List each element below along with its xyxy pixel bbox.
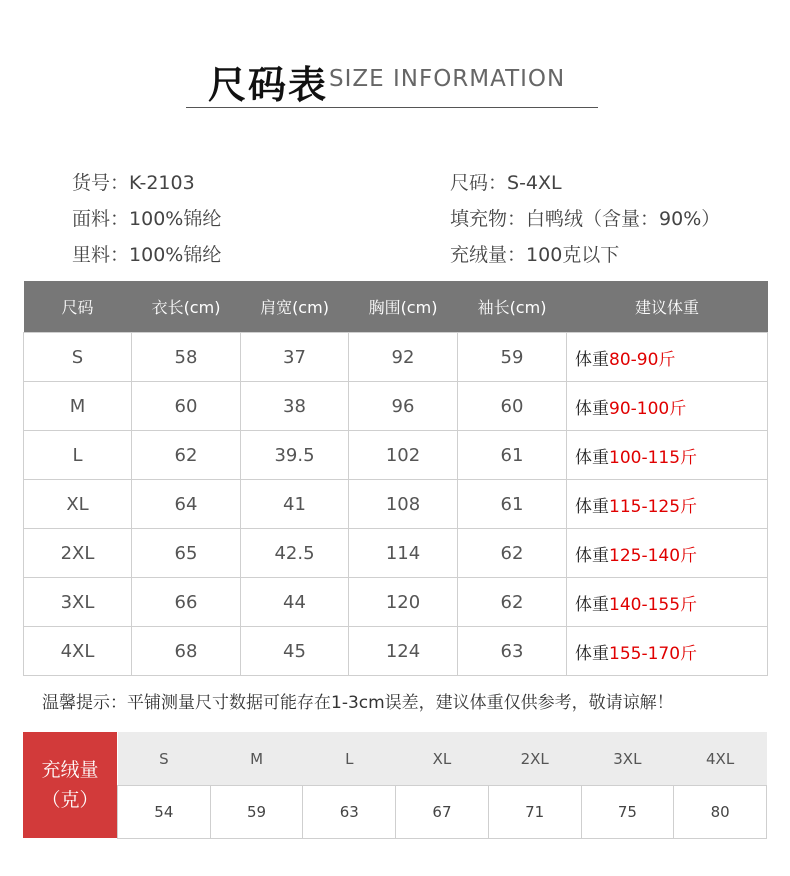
length-cell: 62 (132, 431, 241, 480)
fill-value-cell: 75 (581, 786, 674, 839)
fill-size-header: 4XL (674, 732, 767, 786)
table-row (24, 578, 768, 627)
chest-cell: 108 (349, 480, 458, 529)
page-title: 尺码表 (208, 63, 329, 107)
header-shoulder: 肩宽(cm) (241, 281, 349, 333)
shoulder-cell: 41 (241, 480, 349, 529)
table-row (24, 627, 768, 676)
header-chest: 胸围(cm) (349, 281, 458, 333)
table-row (24, 333, 768, 382)
shoulder-cell: 37 (241, 333, 349, 382)
chest-cell: 124 (349, 627, 458, 676)
weight-cell: 体重140-155斤 (567, 578, 768, 627)
page-subtitle: SIZE INFORMATION (329, 66, 566, 92)
sleeve-cell: 63 (458, 627, 567, 676)
fill-value-row (118, 786, 767, 839)
length-cell: 60 (132, 382, 241, 431)
length-cell: 58 (132, 333, 241, 382)
header-length: 衣长(cm) (132, 281, 241, 333)
weight-cell: 体重125-140斤 (567, 529, 768, 578)
weight-cell: 体重115-125斤 (567, 480, 768, 529)
shoulder-cell: 44 (241, 578, 349, 627)
weight-cell: 体重100-115斤 (567, 431, 768, 480)
sleeve-cell: 62 (458, 578, 567, 627)
info-item-code: 货号：K-2103 (72, 172, 195, 194)
shoulder-cell: 39.5 (241, 431, 349, 480)
size-cell: XL (24, 480, 132, 529)
chest-cell: 114 (349, 529, 458, 578)
fill-value-cell: 63 (303, 786, 396, 839)
info-item-filling: 填充物：白鸭绒（含量：90%） (450, 208, 721, 230)
size-cell: 2XL (24, 529, 132, 578)
size-cell: 3XL (24, 578, 132, 627)
fill-weight-table (117, 732, 767, 839)
fill-size-header: 3XL (581, 732, 674, 786)
fill-weight-label: 充绒量 （克） (23, 732, 117, 838)
fill-size-header: 2XL (488, 732, 581, 786)
fill-size-row (118, 732, 767, 786)
fill-weight-table-block (23, 732, 767, 838)
length-cell: 65 (132, 529, 241, 578)
table-row (24, 529, 768, 578)
fill-value-cell: 67 (396, 786, 489, 839)
table-row (24, 480, 768, 529)
sleeve-cell: 59 (458, 333, 567, 382)
size-cell: L (24, 431, 132, 480)
sleeve-cell: 61 (458, 480, 567, 529)
sleeve-cell: 62 (458, 529, 567, 578)
info-item-lining: 里料：100%锦纶 (72, 244, 222, 266)
chest-cell: 120 (349, 578, 458, 627)
info-item-fill-weight: 充绒量：100克以下 (450, 244, 620, 266)
header-size: 尺码 (24, 281, 132, 333)
shoulder-cell: 42.5 (241, 529, 349, 578)
size-table-header (24, 281, 768, 333)
weight-cell: 体重80-90斤 (567, 333, 768, 382)
table-row (24, 431, 768, 480)
weight-cell: 体重155-170斤 (567, 627, 768, 676)
chest-cell: 102 (349, 431, 458, 480)
header-weight: 建议体重 (567, 281, 768, 333)
length-cell: 68 (132, 627, 241, 676)
length-cell: 66 (132, 578, 241, 627)
table-row (24, 382, 768, 431)
fill-size-header: S (118, 732, 211, 786)
size-cell: M (24, 382, 132, 431)
title-block (186, 52, 598, 108)
size-table (23, 281, 768, 676)
length-cell: 64 (132, 480, 241, 529)
fill-size-header: L (303, 732, 396, 786)
fill-value-cell: 71 (488, 786, 581, 839)
fill-value-cell: 80 (674, 786, 767, 839)
chest-cell: 96 (349, 382, 458, 431)
header-sleeve: 袖长(cm) (458, 281, 567, 333)
shoulder-cell: 38 (241, 382, 349, 431)
info-item-fabric: 面料：100%锦纶 (72, 208, 222, 230)
fill-size-header: M (210, 732, 303, 786)
title-underline (186, 107, 598, 108)
fill-value-cell: 59 (210, 786, 303, 839)
fill-size-header: XL (396, 732, 489, 786)
sleeve-cell: 61 (458, 431, 567, 480)
info-item-size-range: 尺码：S-4XL (450, 172, 562, 194)
chest-cell: 92 (349, 333, 458, 382)
sleeve-cell: 60 (458, 382, 567, 431)
fill-value-cell: 54 (118, 786, 211, 839)
size-cell: S (24, 333, 132, 382)
measurement-note: 温馨提示：平铺测量尺寸数据可能存在1-3cm误差，建议体重仅供参考，敬请谅解！ (42, 693, 674, 713)
size-cell: 4XL (24, 627, 132, 676)
weight-cell: 体重90-100斤 (567, 382, 768, 431)
shoulder-cell: 45 (241, 627, 349, 676)
